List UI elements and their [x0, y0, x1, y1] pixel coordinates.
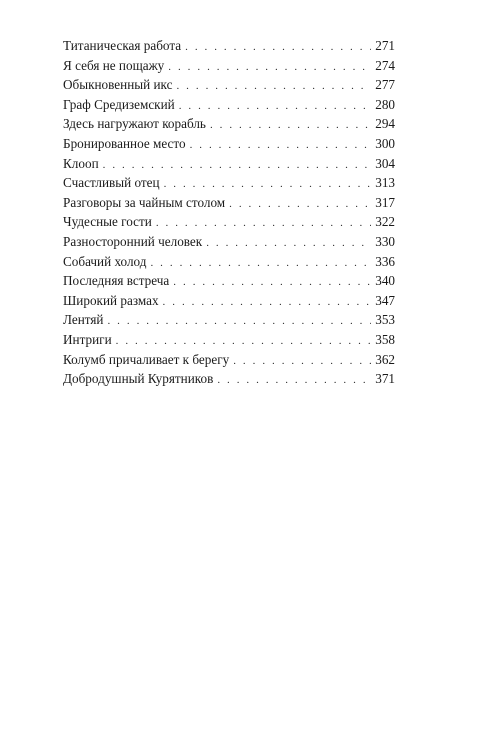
toc-entry	[63, 36, 395, 56]
toc-entry-page: 317	[375, 194, 395, 210]
toc-entry	[63, 193, 395, 213]
toc-entry-page: 322	[375, 214, 395, 230]
toc-entry-title: Чудесные гости	[63, 214, 152, 230]
dot-leader	[173, 273, 371, 293]
dot-leader	[179, 97, 372, 117]
dot-leader	[206, 234, 371, 254]
toc-entry-title: Последняя встреча	[63, 273, 170, 289]
toc-entry-title: Добродушный Курятников	[63, 371, 214, 387]
toc-entry-page: 330	[375, 233, 395, 249]
toc-entry-title: Разносторонний человек	[63, 233, 203, 249]
toc-entry-title: Разговоры за чайным столом	[63, 194, 226, 210]
toc-entry	[63, 173, 395, 193]
toc-entry	[63, 310, 395, 330]
toc-entry	[63, 271, 395, 291]
dot-leader	[233, 352, 371, 372]
toc-entry	[63, 330, 395, 350]
toc-entry-page: 277	[375, 77, 395, 93]
toc-entry	[63, 134, 395, 154]
toc-entry-title: Лентяй	[63, 312, 104, 328]
toc-entry	[63, 212, 395, 232]
dot-leader	[217, 371, 371, 391]
toc-entry-title: Клооп	[63, 155, 99, 171]
toc-entry-title: Граф Средиземский	[63, 96, 175, 112]
toc-entry	[63, 114, 395, 134]
toc-entry-title: Широкий размах	[63, 292, 159, 308]
toc-entry-title: Счастливый отец	[63, 175, 160, 191]
toc-entry-page: 294	[375, 116, 395, 132]
dot-leader	[185, 38, 371, 58]
toc-entry-page: 313	[375, 175, 395, 191]
toc-entry	[63, 252, 395, 272]
toc-entry	[63, 56, 395, 76]
toc-entry-page: 271	[375, 38, 395, 53]
table-of-contents	[63, 36, 395, 389]
toc-entry	[63, 291, 395, 311]
dot-leader	[229, 195, 371, 215]
toc-entry-title: Я себя не пощажу	[63, 57, 165, 73]
toc-entry-page: 300	[375, 135, 395, 151]
toc-entry-page: 336	[375, 253, 395, 269]
toc-entry	[63, 154, 395, 174]
toc-entry-title: Собачий холод	[63, 253, 147, 269]
toc-entry-title: Здесь нагружают корабль	[63, 116, 206, 132]
toc-entry-page: 280	[375, 96, 395, 112]
toc-entry	[63, 232, 395, 252]
toc-entry-title: Колумб причаливает к берегу	[63, 351, 230, 367]
toc-entry-title: Интриги	[63, 331, 112, 347]
toc-entry	[63, 350, 395, 370]
dot-leader	[107, 312, 371, 332]
toc-entry	[63, 95, 395, 115]
toc-entry-page: 353	[375, 312, 395, 328]
toc-entry-title: Титаническая работа	[63, 38, 182, 53]
dot-leader	[163, 293, 372, 313]
toc-entry-title: Бронированное место	[63, 135, 186, 151]
toc-entry-page: 274	[375, 57, 395, 73]
toc-entry	[63, 75, 395, 95]
toc-entry-title: Обыкновенный икс	[63, 77, 173, 93]
toc-entry-page: 304	[375, 155, 395, 171]
toc-entry-page: 362	[375, 351, 395, 367]
toc-entry-page: 371	[375, 371, 395, 387]
dot-leader	[210, 116, 371, 136]
toc-entry-page: 340	[375, 273, 395, 289]
dot-leader	[176, 77, 371, 97]
toc-entry	[63, 369, 395, 389]
toc-entry-page: 347	[375, 292, 395, 308]
dot-leader	[168, 58, 371, 78]
dot-leader	[150, 254, 371, 274]
dot-leader	[190, 136, 372, 156]
toc-entry-page: 358	[375, 331, 395, 347]
